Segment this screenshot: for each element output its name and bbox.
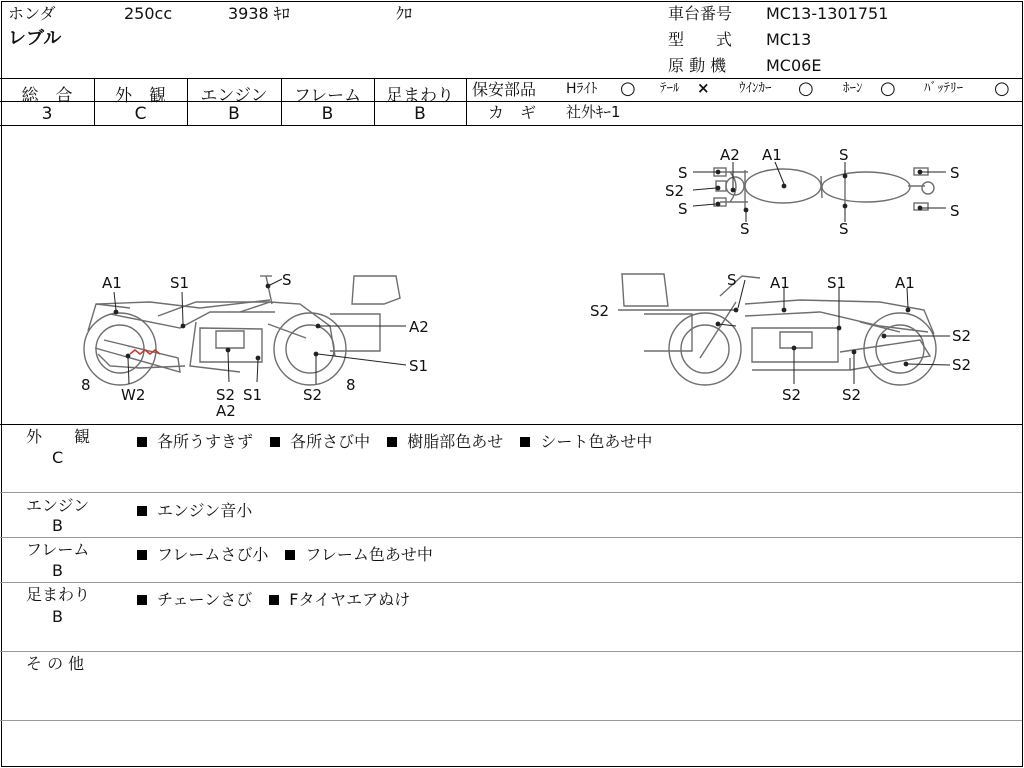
note-grade-engine: B	[52, 516, 63, 535]
bullet-square	[269, 595, 279, 605]
engine-model-label: 原 動 機	[668, 56, 727, 75]
label-left-s1: S1	[409, 357, 429, 375]
rule-notes	[0, 582, 1022, 583]
label-top-s: S	[839, 146, 849, 164]
grade-exterior: C	[134, 104, 147, 124]
grade-frame: B	[321, 104, 334, 124]
label-right-a1: A1	[895, 274, 915, 292]
maker: ホンダ	[8, 4, 56, 23]
bullet-square	[137, 595, 147, 605]
rule-safety-mid	[466, 101, 1022, 102]
bullet-square	[137, 506, 147, 516]
label-left-a1: A1	[102, 274, 122, 292]
model-name: レブル	[8, 28, 62, 49]
label-left-8: 8	[81, 376, 91, 394]
label-left-s2: S2	[216, 386, 236, 404]
grade-engine: B	[228, 104, 240, 124]
col-divider	[466, 78, 467, 125]
type-value: MC13	[766, 30, 812, 49]
label-top-s: S	[950, 164, 960, 182]
safety-label: 保安部品	[472, 80, 537, 99]
rule-notes	[0, 651, 1022, 652]
label-top-s: S	[839, 220, 849, 238]
label-left-a2: A2	[409, 318, 429, 336]
note-items-suspension	[137, 587, 422, 610]
note-item: エンジン音小	[157, 501, 253, 520]
displacement: 250cc	[124, 4, 173, 23]
safety-item-battery: ﾊﾞｯﾃﾘｰ	[924, 81, 963, 96]
safety-mark-headlight: ○	[620, 78, 636, 99]
label-right-s2: S2	[782, 386, 802, 404]
note-label-suspension: 足まわり	[26, 585, 91, 604]
note-grade-suspension: B	[52, 607, 63, 626]
damage-diagram	[0, 126, 1022, 424]
rule-notes	[0, 492, 1022, 493]
note-item: フレームさび小	[157, 545, 269, 564]
safety-item-winker: ｳｲﾝｶｰ	[739, 81, 772, 96]
note-item: チェーンさび	[157, 590, 253, 609]
top-view-motorcycle	[714, 168, 934, 210]
label-left-w2: W2	[121, 386, 146, 404]
note-label-other: そ の 他	[26, 654, 85, 673]
note-grade-frame: B	[52, 561, 63, 580]
label-right-s2: S2	[590, 302, 610, 320]
bullet-square	[137, 550, 147, 560]
type-label: 型 式	[668, 30, 733, 49]
safety-item-horn: ﾎｰﾝ	[843, 81, 863, 96]
grade-header-frame: フレーム	[293, 86, 362, 106]
rule-top	[0, 78, 1022, 79]
key-label: カ ギ	[488, 103, 537, 122]
bullet-square	[520, 437, 530, 447]
label-right-a1: A1	[770, 274, 790, 292]
grade-header-overall: 総 合	[21, 86, 73, 106]
safety-item-headlight: Hﾗｲﾄ	[566, 81, 598, 97]
note-item: フレーム色あせ中	[305, 545, 433, 564]
engine-model: MC06E	[766, 56, 822, 75]
label-top-s2: S2	[665, 182, 685, 200]
diagram-svg	[0, 126, 1022, 424]
key-value: 社外ｷｰ1	[566, 103, 621, 121]
diagram-label-group	[81, 146, 971, 420]
label-right-s2: S2	[952, 356, 972, 374]
mileage: 3938 ｷﾛ	[228, 4, 290, 23]
bullet-square	[387, 437, 397, 447]
note-item: 各所さび中	[290, 432, 371, 451]
left-side-motorcycle	[84, 276, 400, 385]
label-left-a2: A2	[216, 402, 236, 420]
safety-mark-winker: ○	[798, 78, 814, 99]
label-left-s1: S1	[170, 274, 190, 292]
body-color: ｸﾛ	[396, 4, 413, 23]
note-items-engine	[137, 498, 264, 521]
label-left-8: 8	[346, 376, 356, 394]
note-items-exterior	[137, 429, 664, 452]
grade-header-engine: エンジン	[200, 86, 268, 106]
note-label-frame: フレーム	[26, 540, 90, 559]
leader-lines	[114, 162, 950, 384]
rule-notes	[0, 720, 1022, 721]
label-left-s2: S2	[303, 386, 323, 404]
label-top-s: S	[678, 164, 688, 182]
label-top-a2: A2	[720, 146, 740, 164]
note-item: 各所うすきず	[157, 432, 254, 451]
note-label-exterior: 外 観	[26, 427, 91, 446]
label-top-s: S	[740, 220, 750, 238]
rule-notes-top	[0, 424, 1022, 425]
safety-mark-tail: ×	[697, 79, 710, 97]
bullet-square	[270, 437, 280, 447]
grade-header-exterior: 外 観	[115, 86, 166, 106]
label-top-s: S	[950, 202, 960, 220]
frame-no-label: 車台番号	[668, 4, 733, 23]
safety-mark-horn: ○	[880, 78, 896, 99]
note-item: シート色あせ中	[540, 432, 653, 451]
safety-item-tail: ﾃｰﾙ	[660, 81, 680, 96]
safety-mark-battery: ○	[994, 78, 1010, 99]
label-right-s: S	[727, 271, 737, 289]
note-item: Fタイヤエアぬけ	[289, 590, 411, 609]
grade-suspension: B	[414, 104, 426, 124]
grade-overall: 3	[41, 104, 53, 124]
marker-dots	[114, 170, 923, 367]
label-right-s2: S2	[842, 386, 862, 404]
label-left-s: S	[282, 271, 292, 289]
note-items-frame	[137, 542, 445, 565]
frame-no: MC13-1301751	[766, 4, 889, 23]
bullet-square	[285, 550, 295, 560]
label-right-s2: S2	[952, 327, 972, 345]
label-left-s1: S1	[243, 386, 263, 404]
label-right-s1: S1	[827, 274, 847, 292]
grade-header-suspension: 足まわり	[386, 86, 454, 106]
label-top-s: S	[678, 200, 688, 218]
label-top-a1: A1	[762, 146, 782, 164]
note-item: 樹脂部色あせ	[407, 432, 504, 451]
note-label-engine: エンジン	[26, 496, 90, 515]
rule-notes	[0, 537, 1022, 538]
bullet-square	[137, 437, 147, 447]
note-grade-exterior: C	[52, 448, 64, 467]
